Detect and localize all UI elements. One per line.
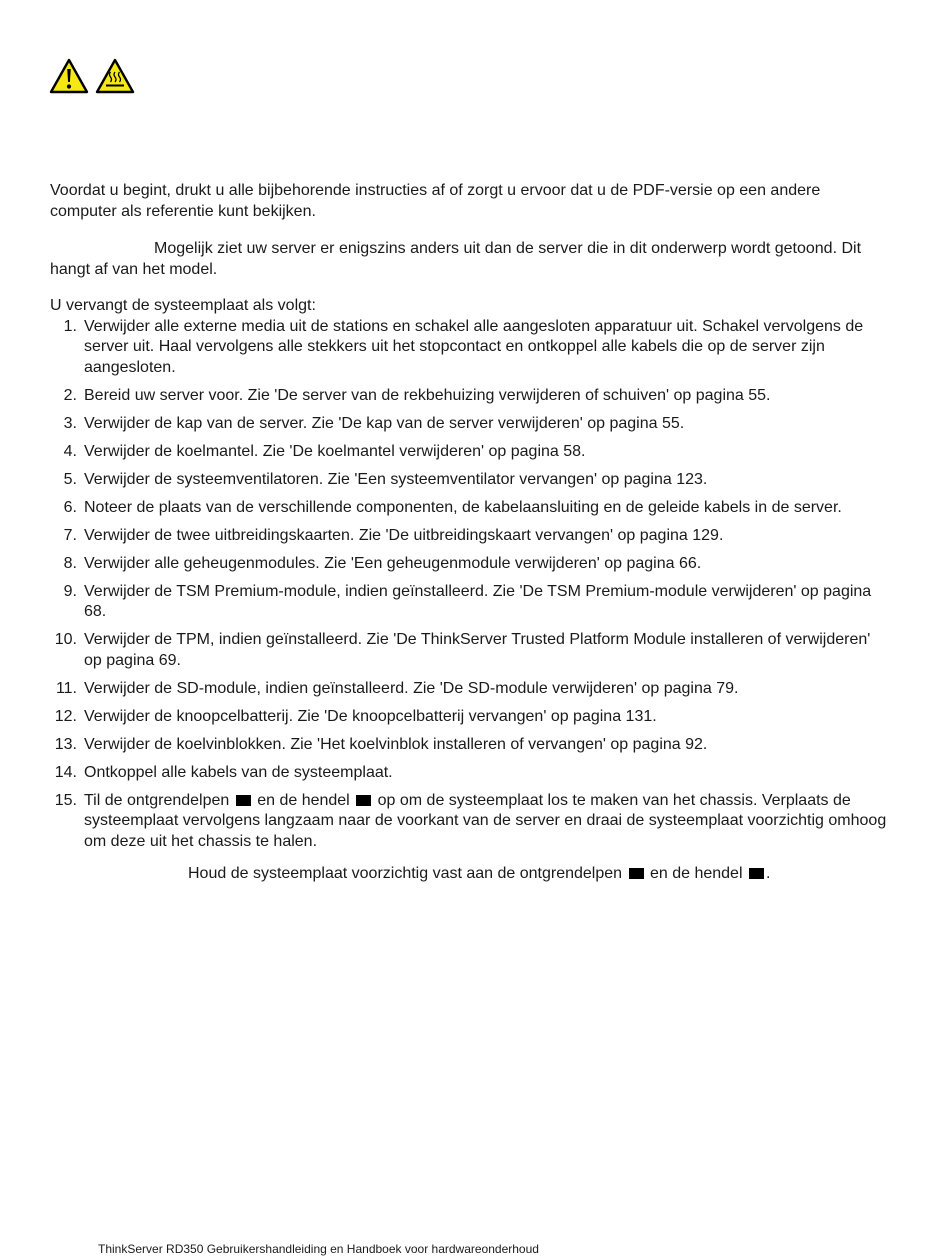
- callout-2-marker: [356, 795, 371, 806]
- step-item: 7. Verwijder de twee uitbreidingskaarten. Zie 'De uitbreidingskaart vervangen' op pagina 129.: [63, 526, 724, 544]
- procedure-intro: U vervangt de systeemplaat als volgt:: [50, 297, 316, 314]
- callout-1-marker: [629, 868, 644, 879]
- step-text: Verwijder alle geheugenmodules. Zie 'Een geheugenmodule verwijderen' op pagina 66.: [84, 554, 702, 572]
- step-text: Noteer de plaats van de verschillende componenten, de kabelaansluiting en de geleide kabels in de server.: [84, 498, 842, 516]
- step-text: Til de ontgrendelpen en de hendel op om de systeemplaat los te maken van het chassis. Verplaats de systeemplaat vervolgens langzaam naar de voorkant van de server en draai de systeemplaat voorzichtig omhoog om deze uit het chassis te halen.: [84, 791, 887, 850]
- step-text: Verwijder de koelmantel. Zie 'De koelmantel verwijderen' op pagina 58.: [84, 442, 586, 460]
- step-item: 9. Verwijder de TSM Premium-module, indien geïnstalleerd. Zie 'De TSM Premium-module verwijderen' op pagina 68.: [63, 582, 872, 620]
- intro-paragraph: Voordat u begint, drukt u alle bijbehorende instructies af of zorgt u ervoor dat u de PDF-versie op een andere computer als referentie kunt bekijken.: [50, 182, 821, 220]
- step-item: 3. Verwijder de kap van de server. Zie 'De kap van de server verwijderen' op pagina 55.: [63, 414, 685, 432]
- step-text: Verwijder de systeemventilatoren. Zie 'Een systeemventilator vervangen' op pagina 123.: [84, 470, 708, 488]
- step-text: Verwijder de TPM, indien geïnstalleerd. Zie 'De ThinkServer Trusted Platform Module installeren of verwijderen' op pagina 69.: [84, 631, 871, 669]
- step-text: Bereid uw server voor. Zie 'De server van de rekbehuizing verwijderen of schuiven' op pagina 55.: [84, 386, 771, 404]
- step-text: Ontkoppel alle kabels van de systeemplaat.: [84, 763, 393, 781]
- callout-1-marker: [236, 795, 251, 806]
- main-content: [50, 181, 890, 885]
- step-item: 5. Verwijder de systeemventilatoren. Zie 'Een systeemventilator vervangen' op pagina 123.: [63, 470, 708, 488]
- step-text: Verwijder de kap van de server. Zie 'De kap van de server verwijderen' op pagina 55.: [84, 414, 685, 432]
- step-item: 2. Bereid uw server voor. Zie 'De server van de rekbehuizing verwijderen of schuiven' op pagina 55.: [63, 386, 771, 404]
- procedure-steps: [50, 317, 890, 853]
- step-text: Verwijder de knoopcelbatterij. Zie 'De knoopcelbatterij vervangen' op pagina 131.: [84, 707, 657, 725]
- step-item: 1. Verwijder alle externe media uit de stations en schakel alle aangesloten apparatuur uit. Schakel vervolgens de server uit. Haal vervolgens alle stekkers uit het stopcontact en ontkoppel alle kabels die op de server zijn aangesloten.: [63, 317, 864, 376]
- step-item: 11. Verwijder de SD-module, indien geïnstalleerd. Zie 'De SD-module verwijderen' op pagina 79.: [55, 679, 739, 697]
- hot-surface-icon: [95, 58, 135, 95]
- step-text: Verwijder de koelvinblokken. Zie 'Het koelvinblok installeren of vervangen' op pagina 92.: [84, 735, 708, 753]
- caution-icon: [49, 58, 89, 95]
- step-item: 12. Verwijder de knoopcelbatterij. Zie 'De knoopcelbatterij vervangen' op pagina 131.: [54, 707, 657, 725]
- step-text: Verwijder de twee uitbreidingskaarten. Zie 'De uitbreidingskaart vervangen' op pagina 129.: [84, 526, 724, 544]
- step-text: Verwijder alle externe media uit de stations en schakel alle aangesloten apparatuur uit. Schakel vervolgens de server uit. Haal vervolgens alle stekkers uit het stopcontact en ontkoppel alle kabels die op de server zijn aangesloten.: [84, 317, 864, 376]
- step-item: 4. Verwijder de koelmantel. Zie 'De koelmantel verwijderen' op pagina 58.: [63, 442, 586, 460]
- step-item: 10. Verwijder de TPM, indien geïnstalleerd. Zie 'De ThinkServer Trusted Platform Module installeren of verwijderen' op pagina 69.: [54, 631, 871, 669]
- attention-note: Houd de systeemplaat voorzichtig vast aan de ontgrendelpen en de hendel .: [188, 865, 771, 882]
- step-item: 14. Ontkoppel alle kabels van de systeemplaat.: [54, 763, 393, 781]
- step-item: 6. Noteer de plaats van de verschillende componenten, de kabelaansluiting en de geleide kabels in de server.: [63, 498, 842, 516]
- step-item: 13. Verwijder de koelvinblokken. Zie 'Het koelvinblok installeren of vervangen' op pagina 92.: [54, 735, 708, 753]
- hazard-icons: [49, 58, 135, 95]
- callout-2-marker: [749, 868, 764, 879]
- step-text: Verwijder de SD-module, indien geïnstalleerd. Zie 'De SD-module verwijderen' op pagina 79.: [84, 679, 739, 697]
- step-item: 8. Verwijder alle geheugenmodules. Zie 'Een geheugenmodule verwijderen' op pagina 66.: [63, 554, 702, 572]
- page-footer: ThinkServer RD350 Gebruikershandleiding en Handboek voor hardwareonderhoud: [98, 1242, 539, 1256]
- step-item-15: 15. Til de ontgrendelpen en de hendel op om de systeemplaat los te maken van het chassis. Verplaats de systeemplaat vervolgens langzaam naar de voorkant van de server en draai de systeemplaat voorzichtig omhoog om deze uit het chassis te halen.: [54, 791, 887, 850]
- note-paragraph: [50, 239, 890, 280]
- step-text: Verwijder de TSM Premium-module, indien geïnstalleerd. Zie 'De TSM Premium-module verwijderen' op pagina 68.: [84, 582, 872, 620]
- note-text: Mogelijk ziet uw server er enigszins anders uit dan de server die in dit onderwerp wordt getoond. Dit hangt af van het model.: [50, 240, 862, 278]
